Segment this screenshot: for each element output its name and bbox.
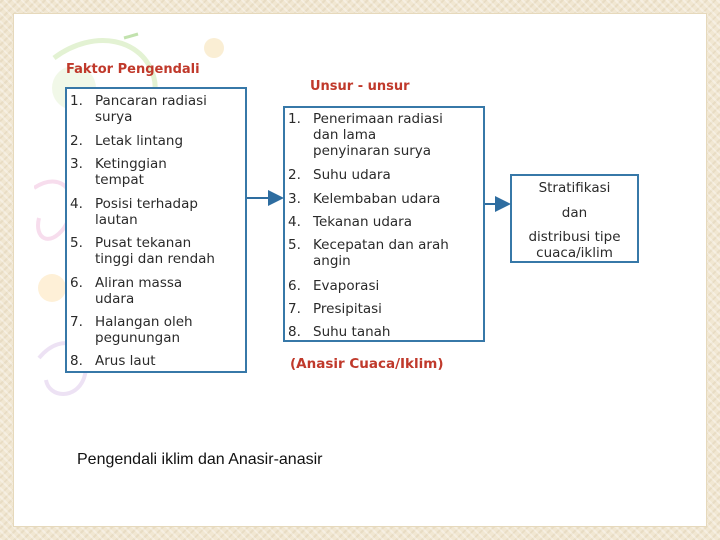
result-line: cuaca/iklim	[536, 245, 613, 261]
item-number: 4.	[288, 214, 301, 230]
middle-column-title: Unsur - unsur	[310, 79, 410, 94]
item-text-line: Suhu udara	[313, 167, 391, 183]
diagram-figure	[34, 28, 670, 422]
item-number: 6.	[288, 278, 301, 294]
item-text-line: Penerimaan radiasi	[313, 111, 443, 127]
item-text-line: Ketinggian	[95, 156, 167, 172]
middle-footer-label: (Anasir Cuaca/Iklim)	[290, 356, 444, 372]
item-text-line: Halangan oleh	[95, 314, 193, 330]
item-text-line: Pusat tekanan	[95, 235, 192, 251]
item-text-line: Kecepatan dan arah	[313, 237, 449, 253]
item-number: 8.	[288, 324, 301, 340]
result-line: Stratifikasi	[538, 180, 611, 196]
slide-caption: Pengendali iklim dan Anasir-anasir	[77, 451, 323, 468]
item-number: 1.	[70, 93, 83, 109]
item-number: 3.	[70, 156, 83, 172]
item-text-line: tempat	[95, 172, 144, 188]
item-number: 7.	[288, 301, 301, 317]
item-text-line: Aliran massa	[95, 275, 183, 291]
item-text-line: Tekanan udara	[313, 214, 413, 230]
item-number: 2.	[288, 167, 301, 183]
item-number: 1.	[288, 111, 301, 127]
item-number: 3.	[288, 191, 301, 207]
item-text-line: lautan	[95, 212, 138, 228]
item-number: 6.	[70, 275, 83, 291]
item-text-line: Presipitasi	[313, 301, 382, 317]
item-text-line: udara	[95, 291, 135, 307]
item-text-line: Arus laut	[95, 353, 156, 369]
item-text-line: Posisi terhadap	[95, 196, 198, 212]
result-box	[510, 174, 639, 263]
item-text-line: dan lama	[313, 127, 377, 143]
item-text-line: Kelembaban udara	[313, 191, 441, 207]
item-text-line: angin	[313, 253, 351, 269]
item-text-line: tinggi dan rendah	[95, 251, 215, 267]
item-number: 2.	[70, 133, 83, 149]
item-text-line: surya	[95, 109, 133, 125]
left-column-title: Faktor Pengendali	[66, 62, 200, 77]
item-text-line: Pancaran radiasi	[95, 93, 207, 109]
factors-box	[65, 87, 247, 373]
item-text-line: Evaporasi	[313, 278, 380, 294]
item-number: 8.	[70, 353, 83, 369]
result-line: dan	[561, 205, 588, 221]
elements-box	[283, 106, 485, 342]
item-text-line: pegunungan	[95, 330, 181, 346]
result-line: distribusi tipe	[528, 229, 621, 245]
item-text-line: Suhu tanah	[313, 324, 391, 340]
item-number: 5.	[70, 235, 83, 251]
item-number: 4.	[70, 196, 83, 212]
item-text-line: penyinaran surya	[313, 143, 432, 159]
item-number: 5.	[288, 237, 301, 253]
item-text-line: Letak lintang	[95, 133, 184, 149]
item-number: 7.	[70, 314, 83, 330]
